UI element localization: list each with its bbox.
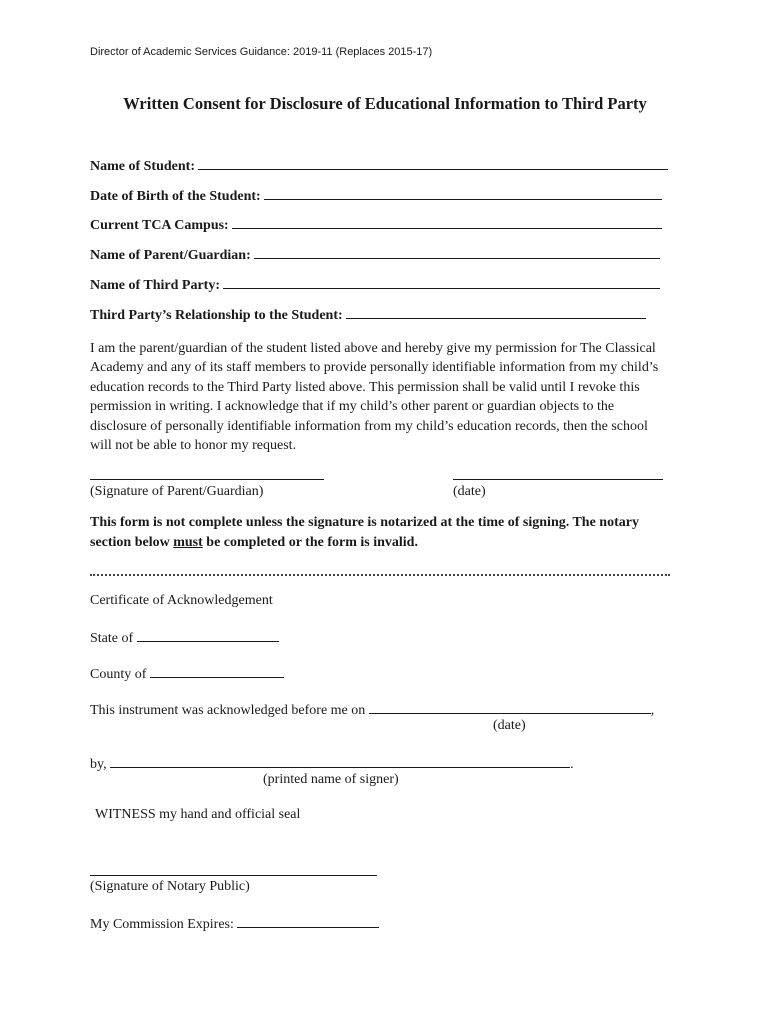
notary-notice: [90, 513, 670, 553]
by-period: .: [570, 757, 574, 772]
state-label: State of: [90, 631, 134, 646]
notice-text-1: This form is not complete unless the signature is notarized at the time of signing. The notary section below: [90, 515, 639, 550]
parent-date-line[interactable]: [453, 479, 663, 480]
parent-name-label: Name of Parent/Guardian:: [90, 248, 251, 263]
student-name-label: Name of Student:: [90, 159, 195, 174]
notary-signature-caption: (Signature of Notary Public): [90, 879, 250, 894]
county-label: County of: [90, 667, 147, 682]
state-field[interactable]: [137, 628, 279, 642]
campus-row: [90, 215, 662, 234]
by-label: by,: [90, 757, 107, 772]
campus-label: Current TCA Campus:: [90, 218, 229, 233]
dob-label: Date of Birth of the Student:: [90, 189, 261, 204]
state-row: [90, 628, 279, 647]
acknowledged-row: [90, 700, 654, 719]
dob-row: [90, 186, 662, 205]
acknowledged-date-caption: (date): [493, 718, 526, 733]
section-divider: [90, 574, 670, 576]
guidance-header: Director of Academic Services Guidance: 2019-11 (Replaces 2015-17): [90, 46, 433, 58]
certificate-heading: Certificate of Acknowledgement: [90, 593, 273, 608]
parent-date-caption: (date): [453, 484, 486, 499]
by-row: [90, 754, 574, 773]
notice-text-2: be completed or the form is invalid.: [202, 535, 418, 550]
third-party-field[interactable]: [223, 275, 660, 289]
county-row: [90, 664, 284, 683]
notice-must: must: [173, 535, 203, 550]
commission-label: My Commission Expires:: [90, 917, 234, 932]
parent-name-field[interactable]: [254, 245, 660, 259]
commission-row: [90, 914, 379, 933]
acknowledged-date-field[interactable]: [369, 700, 651, 714]
acknowledged-label: This instrument was acknowledged before me on: [90, 703, 366, 718]
form-title: Written Consent for Disclosure of Educational Information to Third Party: [123, 94, 647, 113]
commission-field[interactable]: [237, 914, 379, 928]
dob-field[interactable]: [264, 186, 662, 200]
student-name-field[interactable]: [198, 156, 668, 170]
acknowledged-comma: ,: [650, 703, 655, 718]
notary-signature-line[interactable]: [90, 875, 377, 876]
consent-paragraph: I am the parent/guardian of the student listed above and hereby give my permission for The Classical Academy and any of its staff members to provide personally identifiable information from my child’s education records to the Third Party listed above. This permission shall be valid until I revoke this permission in writing. I acknowledge that if my child’s other parent or guardian objects to the disclosure of personally identifiable information from my child’s education records, then the school will not be able to honor my request.: [90, 341, 659, 454]
third-party-row: [90, 275, 660, 294]
student-name-row: [90, 156, 668, 175]
relationship-field[interactable]: [346, 305, 646, 319]
printed-name-caption: (printed name of signer): [263, 772, 399, 787]
campus-field[interactable]: [232, 215, 662, 229]
parent-signature-caption: (Signature of Parent/Guardian): [90, 484, 264, 499]
parent-signature-line[interactable]: [90, 479, 324, 480]
third-party-label: Name of Third Party:: [90, 278, 220, 293]
relationship-label: Third Party’s Relationship to the Student:: [90, 308, 343, 323]
witness-text: WITNESS my hand and official seal: [95, 807, 301, 822]
signer-name-field[interactable]: [110, 754, 570, 768]
relationship-row: [90, 305, 646, 324]
parent-name-row: [90, 245, 660, 264]
county-field[interactable]: [150, 664, 284, 678]
